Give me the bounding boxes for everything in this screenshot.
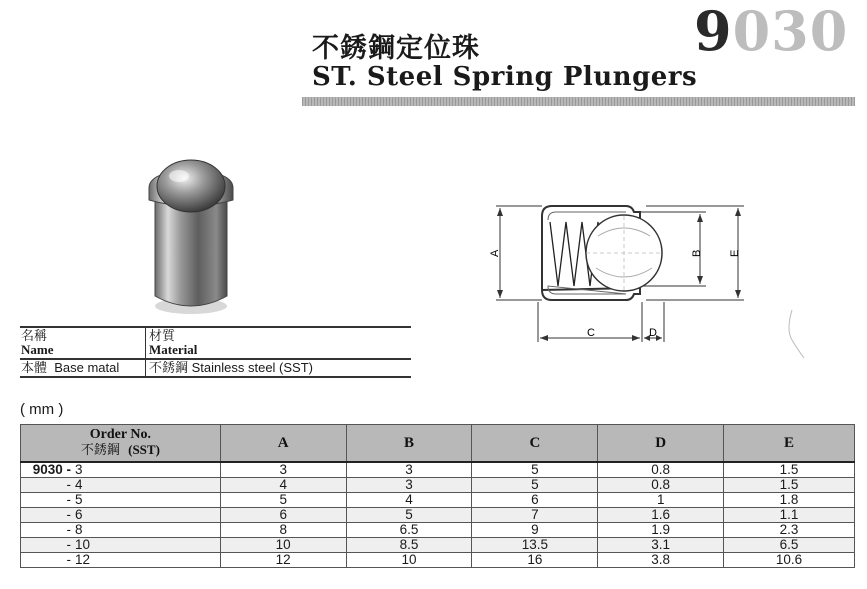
cell-c: 5 [472,478,598,493]
part-name-cell: 本體 Base matal [21,360,120,375]
order-prefix: - [66,537,71,552]
cell-e: 1.1 [724,508,855,523]
dimension-label-a: A [489,249,501,257]
table-row [21,478,855,493]
table-row [21,538,855,553]
order-prefix: - [66,492,71,507]
order-no-header-label: Order No. [89,427,151,442]
unit-label: ( mm ) [20,401,64,418]
dimension-label-e: E [729,249,741,257]
cell-b: 8.5 [346,538,472,553]
order-prefix: - [66,477,71,492]
cell-e: 10.6 [724,553,855,568]
dimension-label-b: B [691,249,703,257]
cell-c: 5 [472,462,598,478]
product-code-part2: 030 [732,0,849,63]
material-table [20,326,411,378]
cell-d: 3.8 [598,553,724,568]
cell-a: 3 [220,462,346,478]
order-size: 3 [75,462,83,477]
cell-c: 16 [472,553,598,568]
cell-e: 2.3 [724,523,855,538]
cell-d: 0.8 [598,478,724,493]
order-size: 6 [75,507,83,522]
cell-a: 6 [220,508,346,523]
order-prefix: - [66,507,71,522]
order-size: 10 [75,537,91,552]
order-size: 8 [75,522,83,537]
cell-d: 3.1 [598,538,724,553]
cell-c: 13.5 [472,538,598,553]
table-row [21,553,855,568]
column-header-e: E [724,425,855,463]
header-divider-bar [302,97,855,106]
part-material-cell: 不銹鋼 Stainless steel (SST) [145,360,411,376]
product-code-part1: 9 [694,0,733,63]
order-no-header-sst: (SST) [128,442,160,457]
column-header-d: D [598,425,724,463]
cell-a: 4 [220,478,346,493]
order-no-cell [21,478,221,493]
order-prefix: 9030 - [32,462,71,477]
cell-e: 1.8 [724,493,855,508]
cell-c: 7 [472,508,598,523]
cell-a: 12 [220,553,346,568]
cell-c: 6 [472,493,598,508]
spec-table [20,424,855,568]
material-table-row [20,360,411,378]
cell-b: 5 [346,508,472,523]
order-no-cell [21,538,221,553]
material-column-header [145,328,411,358]
order-no-cell [21,553,221,568]
cell-b: 3 [346,478,472,493]
cell-b: 10 [346,553,472,568]
order-no-cell [21,493,221,508]
order-size: 5 [75,492,83,507]
column-header-a: A [220,425,346,463]
order-no-cell [21,508,221,523]
cell-e: 1.5 [724,462,855,478]
table-row [21,462,855,478]
cell-d: 1 [598,493,724,508]
cell-b: 3 [346,462,472,478]
product-photo [135,148,247,318]
order-prefix: - [66,552,71,567]
name-header-english: Name [21,342,54,357]
order-prefix: - [66,522,71,537]
spec-table-header [21,425,855,463]
order-no-cell [21,523,221,538]
column-header-b: B [346,425,472,463]
order-no-cell [21,462,221,478]
order-size: 12 [75,552,91,567]
material-table-header [20,326,411,360]
table-row [21,493,855,508]
cell-d: 1.9 [598,523,724,538]
cell-d: 1.6 [598,508,724,523]
cell-b: 6.5 [346,523,472,538]
material-header-english: Material [149,342,198,357]
order-no-header-sub [21,442,220,458]
cell-e: 1.5 [724,478,855,493]
cell-d: 0.8 [598,462,724,478]
name-column-header [20,328,145,358]
table-row [21,508,855,523]
table-row [21,523,855,538]
order-no-header-chinese: 不銹鋼 [80,443,120,458]
cell-a: 5 [220,493,346,508]
column-header-c: C [472,425,598,463]
margin-mark [786,308,808,360]
title-chinese: 不銹鋼定位珠 [312,33,480,64]
dimension-label-c: C [587,327,595,339]
cell-c: 9 [472,523,598,538]
dimension-label-d: D [649,327,657,339]
cell-a: 10 [220,538,346,553]
material-header-chinese: 材質 [149,328,176,343]
cell-e: 6.5 [724,538,855,553]
order-no-header [21,425,221,463]
technical-drawing [486,196,756,346]
title-english: ST. Steel Spring Plungers [312,62,698,92]
product-code [694,0,849,63]
order-size: 4 [75,477,83,492]
cell-a: 8 [220,523,346,538]
cell-b: 4 [346,493,472,508]
name-header-chinese: 名稱 [21,328,48,343]
